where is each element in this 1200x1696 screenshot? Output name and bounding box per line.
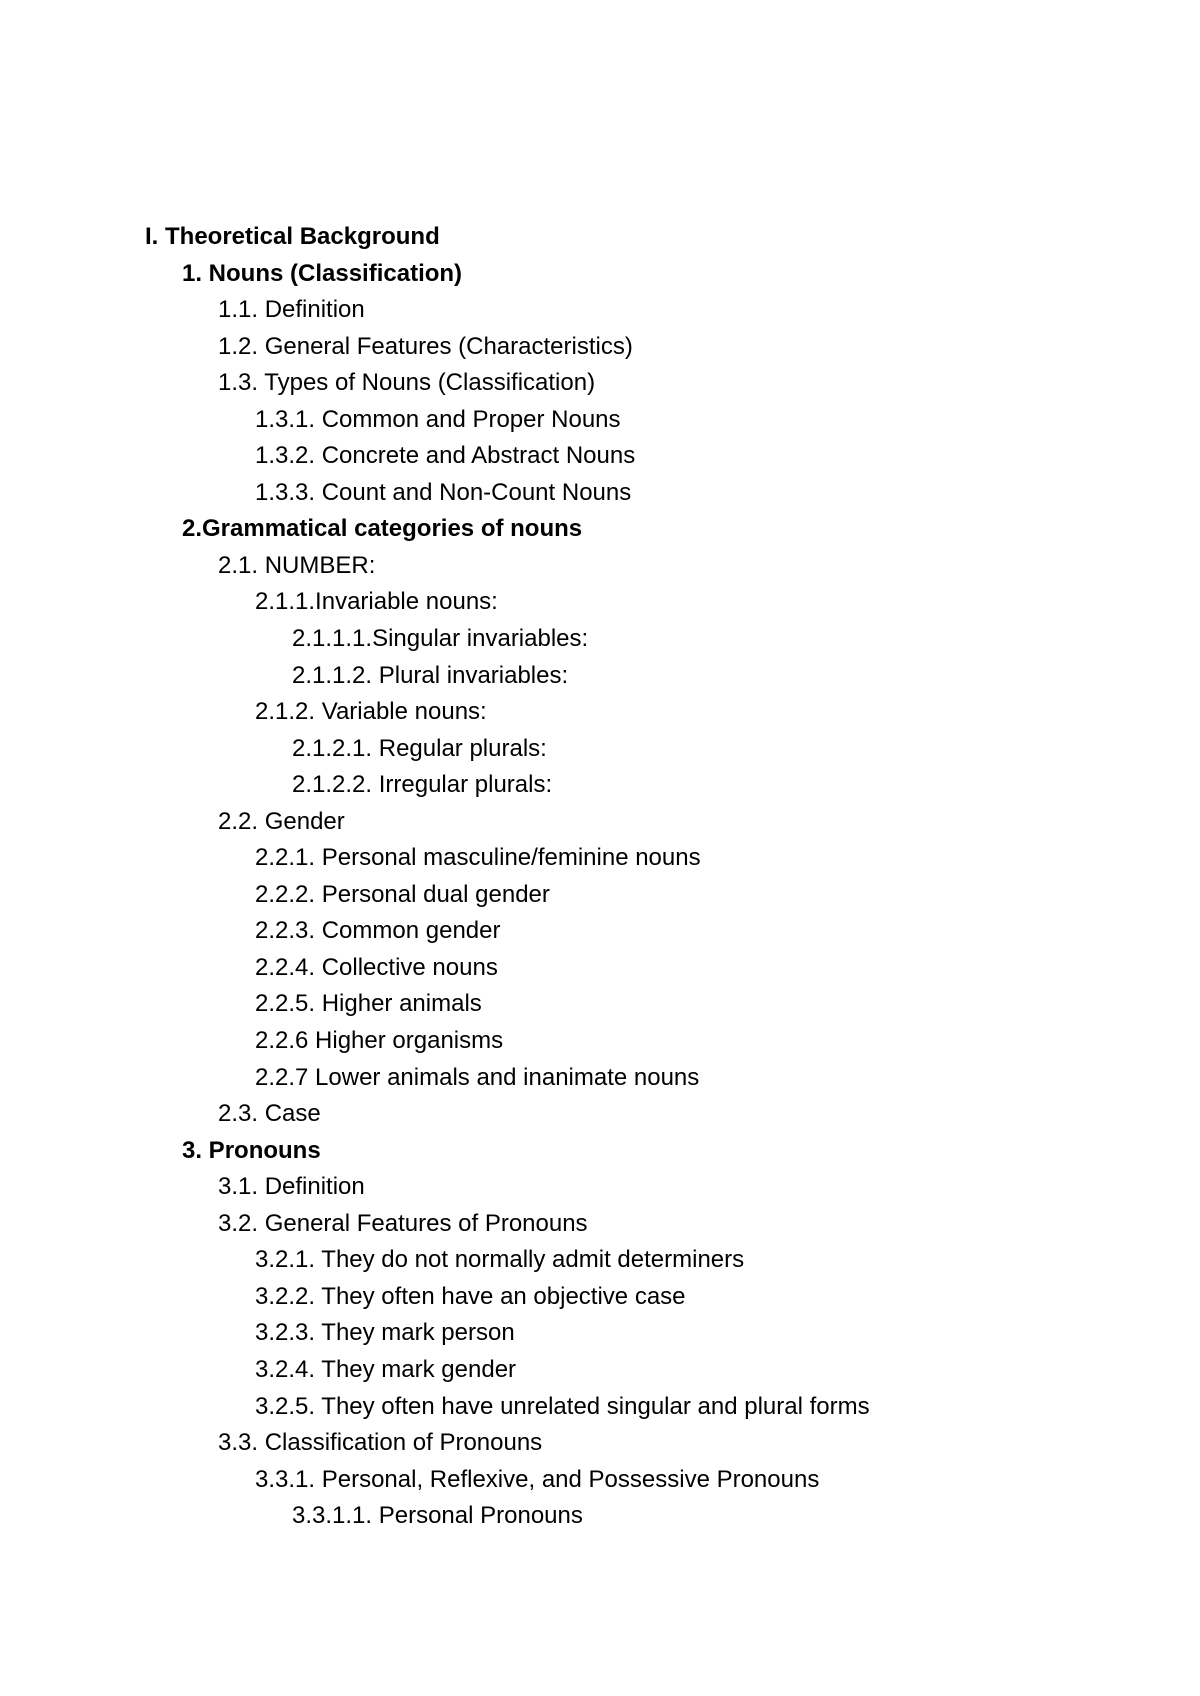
outline-item: 2.2.7 Lower animals and inanimate nouns [255,1063,700,1091]
outline-item: 1.2. General Features (Characteristics) [218,332,633,360]
outline-list [145,219,870,1535]
outline-item: 2.2.2. Personal dual gender [255,880,550,908]
outline-item: 2.1.2.2. Irregular plurals: [292,771,553,799]
outline-item: 3.1. Definition [218,1173,365,1201]
outline-item: 1.3. Types of Nouns (Classification) [218,369,596,397]
outline-item: 3.2.3. They mark person [255,1319,515,1347]
outline-item: 1.1. Definition [218,296,365,324]
outline-item: 2.1.2.1. Regular plurals: [292,734,547,762]
outline-item: 2.2.4. Collective nouns [255,953,498,981]
outline-item: 2.2.6 Higher organisms [255,1027,504,1055]
outline-item: 3.2.4. They mark gender [255,1355,517,1383]
outline-item: 2.1.1.2. Plural invariables: [292,661,569,689]
outline-item: 2.1.1.1.Singular invariables: [292,625,589,653]
outline-heading-2: 2.Grammatical categories of nouns [182,515,583,543]
outline-item: 3.2.1. They do not normally admit determiners [255,1246,745,1274]
outline-item: 1.3.3. Count and Non-Count Nouns [255,478,632,506]
outline-item: 1.3.1. Common and Proper Nouns [255,405,621,433]
outline-item: 2.1. NUMBER: [218,551,376,579]
outline-item: 3.2.5. They often have unrelated singular and plural forms [255,1392,870,1420]
outline-heading-1: I. Theoretical Background [145,223,440,250]
outline-heading-2: 3. Pronouns [182,1136,321,1164]
outline-heading-2: 1. Nouns (Classification) [182,259,463,287]
outline-item: 2.2.3. Common gender [255,917,501,945]
outline-item: 2.1.1.Invariable nouns: [255,588,498,616]
outline-item: 2.2.1. Personal masculine/feminine nouns [255,844,701,872]
outline-item: 2.2.5. Higher animals [255,990,482,1018]
outline-item: 3.2.2. They often have an objective case [255,1282,686,1310]
outline-item: 2.3. Case [218,1100,321,1128]
outline-item: 3.3.1.1. Personal Pronouns [292,1502,583,1530]
outline-item: 3.3.1. Personal, Reflexive, and Possessive Pronouns [255,1465,820,1493]
outline-item: 2.1.2. Variable nouns: [255,698,487,726]
outline-item: 3.2. General Features of Pronouns [218,1209,588,1237]
outline-item: 3.3. Classification of Pronouns [218,1429,543,1457]
outline-item: 1.3.2. Concrete and Abstract Nouns [255,442,636,470]
outline-item: 2.2. Gender [218,807,345,835]
